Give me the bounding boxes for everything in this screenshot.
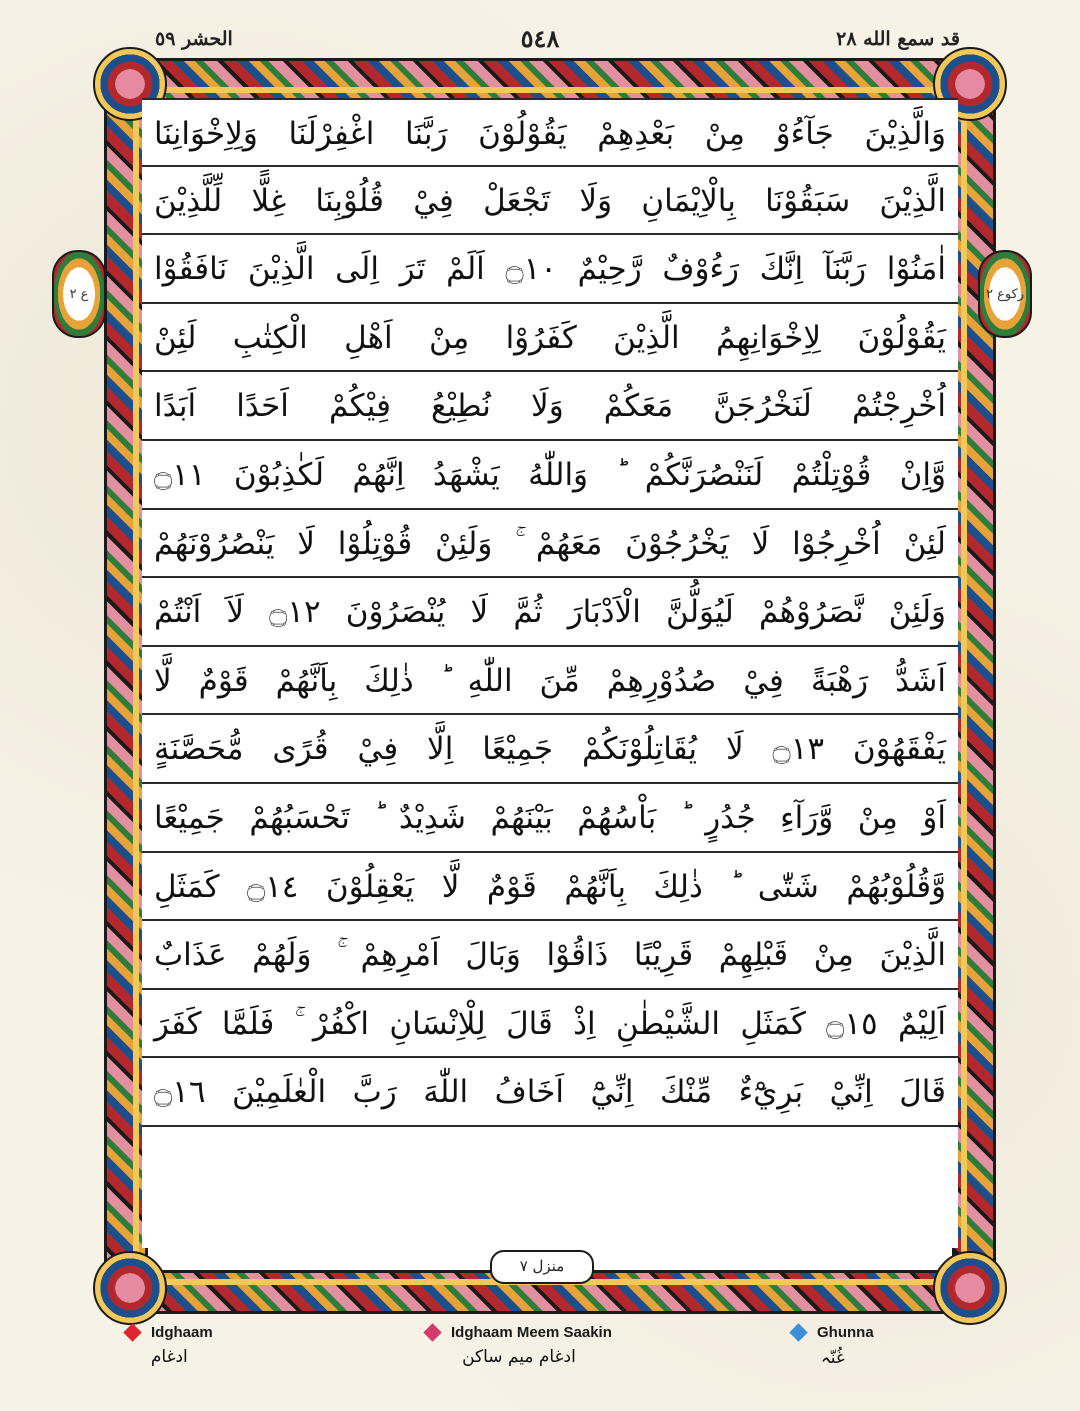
juz-name: قد سمع الله ٢٨ [836,28,960,50]
ruku-marker-right: رکوع ٢ [978,250,1032,338]
manzil-label: منزل ٧ [490,1250,594,1284]
text-line: يَفْقَهُوْنَ ۝١٣ لَا يُقَاتِلُوْنَكُمْ جَمِيْعًا اِلَّا فِيْ قُرًى مُّحَصَّنَةٍ [142,715,958,784]
text-line: اَشَدُّ رَهْبَةً فِيْ صُدُوْرِهِمْ مِّنَ اللّٰهِ ؕ ذٰلِكَ بِاَنَّهُمْ قَوْمٌ لَّا [142,647,958,716]
text-line: يَقُوْلُوْنَ لِاِخْوَانِهِمُ الَّذِيْنَ كَفَرُوْا مِنْ اَهْلِ الْكِتٰبِ لَئِنْ [142,304,958,373]
corner-ornament-bottom-left [93,1251,167,1325]
text-line: الَّذِيْنَ مِنْ قَبْلِهِمْ قَرِيْبًا ذَاقُوْا وَبَالَ اَمْرِهِمْ ۚ وَلَهُمْ عَذَابٌ [142,921,958,990]
surah-name: الحشر ٥٩ [155,28,233,50]
blue-diamond-icon [789,1323,807,1341]
legend-item-idghaam: Idghaam ادغام [126,1322,213,1367]
text-line: اَوْ مِنْ وَّرَآءِ جُدُرٍ ؕ بَاْسُهُمْ بَيْنَهُمْ شَدِيْدٌ ؕ تَحْسَبُهُمْ جَمِيْعًا [142,784,958,853]
text-line: وَالَّذِيْنَ جَآءُوْ مِنْ بَعْدِهِمْ يَقُوْلُوْنَ رَبَّنَا اغْفِرْلَنَا وَلِاِخْوَانِنَا [142,98,958,167]
text-line: قَالَ اِنِّيْ بَرِيْٓءٌ مِّنْكَ اِنِّيْٓ اَخَافُ اللّٰهَ رَبَّ الْعٰلَمِيْنَ ۝١٦ [142,1058,958,1127]
text-line: الَّذِيْنَ سَبَقُوْنَا بِالْاِيْمَانِ وَلَا تَجْعَلْ فِيْ قُلُوْبِنَا غِلًّا لِّلَّذِيْنَ [142,167,958,236]
text-line: اُخْرِجْتُمْ لَنَخْرُجَنَّ مَعَكُمْ وَلَا نُطِيْعُ فِيْكُمْ اَحَدًا اَبَدًا [142,372,958,441]
corner-ornament-bottom-right [933,1251,1007,1325]
text-line: وَّاِنْ قُوْتِلْتُمْ لَنَنْصُرَنَّكُمْ ؕ وَاللّٰهُ يَشْهَدُ اِنَّهُمْ لَكٰذِبُوْنَ ۝١١ [142,441,958,510]
text-line: اٰمَنُوْا رَبَّنَآ اِنَّكَ رَءُوْفٌ رَّحِيْمٌ ۝١٠ اَلَمْ تَرَ اِلَى الَّذِيْنَ نَافَقُوْا [142,235,958,304]
pink-diamond-icon [423,1323,441,1341]
tajweed-legend [0,1322,1080,1402]
text-line: وَلَئِنْ نَّصَرُوْهُمْ لَيُوَلُّنَّ الْاَدْبَارَ ثُمَّ لَا يُنْصَرُوْنَ ۝١٢ لَاَ اَنْتُمْ [142,578,958,647]
text-line: وَّقُلُوْبُهُمْ شَتّٰى ؕ ذٰلِكَ بِاَنَّهُمْ قَوْمٌ لَّا يَعْقِلُوْنَ ۝١٤ كَمَثَلِ [142,853,958,922]
quran-text-block [142,98,958,1248]
red-diamond-icon [123,1323,141,1341]
text-line: لَئِنْ اُخْرِجُوْا لَا يَخْرُجُوْنَ مَعَهُمْ ۚ وَلَئِنْ قُوْتِلُوْا لَا يَنْصُرُوْنَهُمْ [142,510,958,579]
text-line: اَلِيْمٌ ۝١٥ كَمَثَلِ الشَّيْطٰنِ اِذْ قَالَ لِلْاِنْسَانِ اكْفُرْ ۚ فَلَمَّا كَفَرَ [142,990,958,1059]
legend-item-ghunna: Ghunna غُنّہ [792,1322,874,1368]
page-number: ٥٤٨ [520,24,560,53]
legend-item-idghaam-meem-saakin: Idghaam Meem Saakin ادغام میم ساکن [426,1322,612,1367]
ruku-marker-left: ع ٢ [52,250,106,338]
